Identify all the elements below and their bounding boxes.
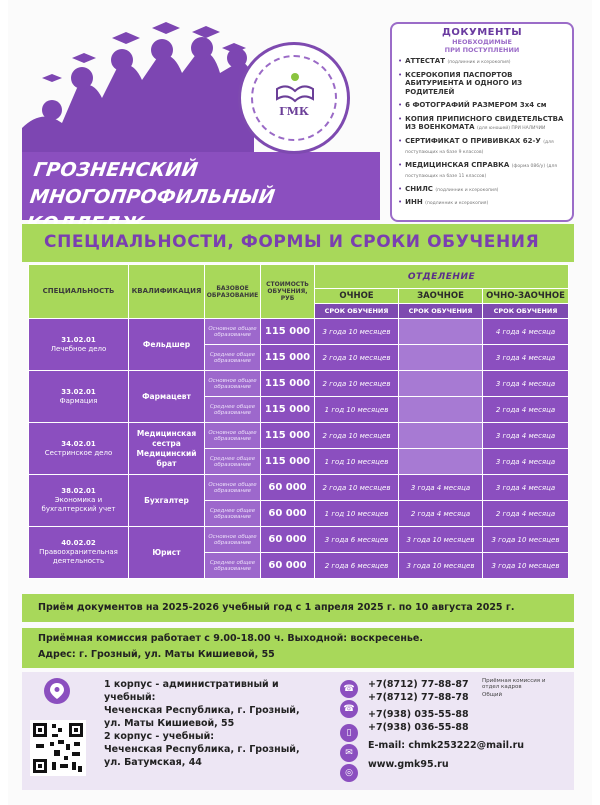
- bullet-icon: •: [398, 57, 403, 65]
- table-row: [29, 527, 569, 553]
- document-item: • ИНН (подлинник и ксерокопия): [398, 198, 489, 206]
- term-mixed-cell: 3 года 10 месяцев: [483, 527, 569, 553]
- phone-admission-note: Приёмная комиссия и отдел кадров: [482, 678, 546, 690]
- term-part-cell: 3 года 4 месяца: [399, 475, 483, 501]
- document-item: • КСЕРОКОПИЯ ПАСПОРТОВ АБИТУРИЕНТА И ОДНОГО ИЗ РОДИТЕЛЕЙ: [398, 70, 523, 96]
- price-cell: 60 000: [261, 475, 315, 501]
- header-base: БАЗОВОЕ ОБРАЗОВАНИЕ: [205, 265, 261, 319]
- email-link[interactable]: E-mail: chmk253222@mail.ru: [368, 740, 525, 751]
- base-cell: Среднее общее образование: [205, 553, 261, 579]
- term-full-cell: 2 года 10 месяцев: [315, 371, 399, 397]
- term-part-cell: [399, 397, 483, 423]
- document-item: • СНИЛС (подлинник и ксерокопия): [398, 184, 499, 193]
- term-mixed-cell: 3 года 4 месяца: [483, 371, 569, 397]
- qualification-cell: Фармацевт: [129, 371, 205, 423]
- term-part-cell: 3 года 10 месяцев: [399, 527, 483, 553]
- globe-icon: ◎: [340, 764, 358, 782]
- bullet-icon: •: [398, 136, 403, 145]
- campus-addresses: 1 корпус - административный и учебный: Чеченская Республика, г. Грозный, ул. Маты Кишиевой, 55 2 корпус - учебный: Чеченская Республика, г. Грозный, ул. Батумская, 44: [104, 679, 300, 768]
- admission-address: Адрес: г. Грозный, ул. Маты Кишиевой, 55: [38, 649, 275, 660]
- term-mixed-cell: 3 года 4 месяца: [483, 449, 569, 475]
- bullet-icon: •: [398, 160, 403, 169]
- term-mixed-cell: 4 года 4 месяца: [483, 319, 569, 345]
- specialty-cell: 38.02.01 Экономика и бухгалтерский учет: [29, 475, 129, 527]
- base-cell: Среднее общее образование: [205, 501, 261, 527]
- bullet-icon: •: [398, 198, 403, 206]
- qr-code-icon: [30, 720, 86, 776]
- base-cell: Основное общее образование: [205, 319, 261, 345]
- bullet-icon: •: [398, 114, 403, 123]
- term-part-cell: [399, 423, 483, 449]
- qualification-cell: Фельдшер: [129, 319, 205, 371]
- price-cell: 115 000: [261, 371, 315, 397]
- specialty-cell: 33.02.01 Фармация: [29, 371, 129, 423]
- mobile-phone-2[interactable]: +7(938) 036-55-88: [368, 722, 469, 733]
- document-item: • СЕРТИФИКАТ О ПРИВИВКАХ 62-У (для поступающих на базе 9 классов): [398, 136, 554, 155]
- qualification-cell: Юрист: [129, 527, 205, 579]
- term-mixed-cell: 3 года 4 месяца: [483, 423, 569, 449]
- document-item: • АТТЕСТАТ (подлинник и ксерокопия): [398, 57, 511, 65]
- base-cell: Основное общее образование: [205, 423, 261, 449]
- specialty-cell: 40.02.02 Правоохранительная деятельность: [29, 527, 129, 579]
- phone-icon: ☎: [340, 700, 358, 718]
- term-part-cell: [399, 371, 483, 397]
- term-part-cell: [399, 449, 483, 475]
- term-part-cell: [399, 319, 483, 345]
- term-mixed-cell: 2 года 4 месяца: [483, 397, 569, 423]
- price-cell: 115 000: [261, 319, 315, 345]
- base-cell: Основное общее образование: [205, 527, 261, 553]
- term-full-cell: 2 года 6 месяцев: [315, 553, 399, 579]
- header-department: ОТДЕЛЕНИЕ: [315, 265, 569, 289]
- base-cell: Основное общее образование: [205, 475, 261, 501]
- table-row: [29, 423, 569, 449]
- term-full-cell: 2 года 10 месяцев: [315, 423, 399, 449]
- mobile-phone-icon: ▯: [340, 724, 358, 742]
- term-full-cell: 2 года 10 месяцев: [315, 475, 399, 501]
- header-term: СРОК ОБУЧЕНИЯ: [315, 304, 399, 319]
- term-full-cell: 2 года 10 месяцев: [315, 345, 399, 371]
- location-pin-icon: [44, 678, 70, 704]
- document-item: • КОПИЯ ПРИПИСНОГО СВИДЕТЕЛЬСТВА ИЗ ВОЕНКОМАТА (для юношей) ПРИ НАЛИЧИИ: [398, 114, 564, 131]
- qualification-cell: Медицинская сестра Медицинский брат: [129, 423, 205, 475]
- term-part-cell: [399, 345, 483, 371]
- term-full-cell: 3 года 10 месяцев: [315, 319, 399, 345]
- header-term: СРОК ОБУЧЕНИЯ: [483, 304, 569, 319]
- term-mixed-cell: 3 года 4 месяца: [483, 345, 569, 371]
- mobile-phone-1[interactable]: +7(938) 035-55-88: [368, 709, 469, 720]
- phone-admission[interactable]: +7(8712) 77-88-87: [368, 679, 469, 690]
- bullet-icon: •: [398, 101, 403, 109]
- header-specialty: СПЕЦИАЛЬНОСТЬ: [29, 265, 129, 319]
- term-part-cell: 2 года 4 месяца: [399, 501, 483, 527]
- documents-title: ДОКУМЕНТЫ: [441, 27, 523, 38]
- header-part-time: ЗАОЧНОЕ: [399, 289, 483, 304]
- document-item: • 6 ФОТОГРАФИЙ РАЗМЕРОМ 3х4 см: [398, 101, 547, 109]
- price-cell: 115 000: [261, 449, 315, 475]
- bullet-icon: •: [398, 184, 403, 193]
- book-icon: [275, 69, 315, 103]
- bullet-icon: •: [398, 70, 403, 79]
- specialty-cell: 31.02.01 Лечебное дело: [29, 319, 129, 371]
- college-logo: ГМК: [238, 42, 350, 154]
- documents-subtitle: НЕОБХОДИМЫЕ ПРИ ПОСТУПЛЕНИИ: [444, 38, 520, 54]
- header-qualification: КВАЛИФИКАЦИЯ: [129, 265, 205, 319]
- base-cell: Среднее общее образование: [205, 449, 261, 475]
- table-row: [29, 319, 569, 345]
- admission-period-bar: [22, 594, 574, 622]
- admission-info-bar: [22, 628, 574, 668]
- section-title: СПЕЦИАЛЬНОСТИ, ФОРМЫ И СРОКИ ОБУЧЕНИЯ: [44, 232, 540, 252]
- term-full-cell: 1 год 10 месяцев: [315, 449, 399, 475]
- header-full-time: ОЧНОЕ: [315, 289, 399, 304]
- price-cell: 60 000: [261, 553, 315, 579]
- header-price: СТОИМОСТЬ ОБУЧЕНИЯ, РУБ: [261, 265, 315, 319]
- price-cell: 60 000: [261, 501, 315, 527]
- college-name: ГРОЗНЕНСКИЙ МНОГОПРОФИЛЬНЫЙ: [28, 159, 277, 208]
- document-item: • МЕДИЦИНСКАЯ СПРАВКА (форма 086/у) (для поступающих на базе 11 классов): [398, 160, 557, 179]
- term-mixed-cell: 3 года 10 месяцев: [483, 553, 569, 579]
- term-part-cell: 3 года 10 месяцев: [399, 553, 483, 579]
- qualification-cell: Бухгалтер: [129, 475, 205, 527]
- base-cell: Среднее общее образование: [205, 397, 261, 423]
- price-cell: 115 000: [261, 345, 315, 371]
- contact-phones: [368, 678, 568, 771]
- specialty-cell: 34.02.01 Сестринское дело: [29, 423, 129, 475]
- section-title-bar: [22, 224, 574, 262]
- website-link[interactable]: www.gmk95.ru: [368, 759, 449, 770]
- base-cell: Среднее общее образование: [205, 345, 261, 371]
- admission-period: Приём документов на 2025-2026 учебный год с 1 апреля 2025 г. по 10 августа 2025 г.: [38, 602, 515, 613]
- header-term: СРОК ОБУЧЕНИЯ: [399, 304, 483, 319]
- admission-hours: Приёмная комиссия работает с 9.00-18.00 ч. Выходной: воскресенье.: [38, 633, 423, 644]
- term-mixed-cell: 3 года 4 месяца: [483, 475, 569, 501]
- table-row: [29, 475, 569, 501]
- table-row: [29, 371, 569, 397]
- term-full-cell: 1 год 10 месяцев: [315, 501, 399, 527]
- specialties-table: [28, 264, 569, 579]
- contact-icons: [340, 678, 358, 788]
- term-mixed-cell: 2 года 4 месяца: [483, 501, 569, 527]
- term-full-cell: 1 год 10 месяцев: [315, 397, 399, 423]
- phone-icon: ☎: [340, 680, 358, 698]
- price-cell: 60 000: [261, 527, 315, 553]
- price-cell: 115 000: [261, 397, 315, 423]
- phone-general[interactable]: +7(8712) 77-88-78: [368, 692, 469, 703]
- header-mixed: ОЧНО-ЗАОЧНОЕ: [483, 289, 569, 304]
- base-cell: Основное общее образование: [205, 371, 261, 397]
- term-full-cell: 3 года 6 месяцев: [315, 527, 399, 553]
- phone-general-note: Общий: [482, 692, 503, 698]
- price-cell: 115 000: [261, 423, 315, 449]
- documents-box: [390, 22, 574, 222]
- email-icon: ✉: [340, 744, 358, 762]
